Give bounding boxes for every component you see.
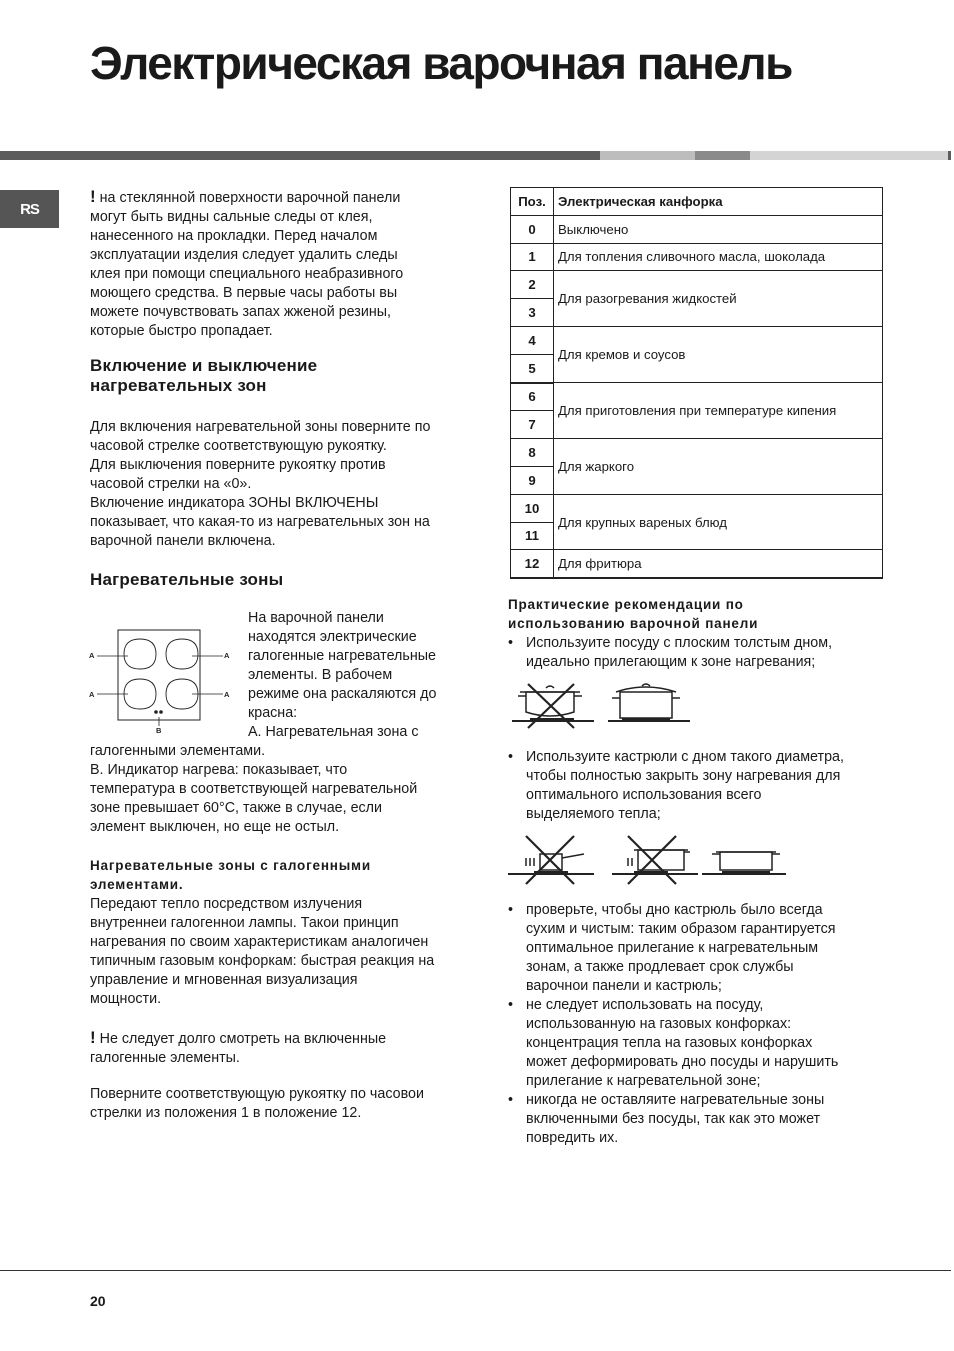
table-row: 8 Для жаркого: [511, 439, 883, 467]
table-row: 3: [511, 299, 883, 327]
intro-line: которые быстро пропадает.: [90, 323, 273, 339]
table-row: 11: [511, 522, 883, 550]
intro-line: эксплуатации изделия следует удалить следы: [90, 247, 398, 263]
table-row: 4 Для кремов и соусов: [511, 326, 883, 354]
warning-mark: !: [90, 1028, 96, 1047]
header-bar-mid: [695, 151, 750, 160]
intro-line: клея при помощи специального неабразивного: [90, 266, 404, 282]
table-row: 0 Выключено: [511, 215, 883, 243]
tips-list-3: [508, 901, 880, 1148]
pan-flat-bottom-illustration: [508, 678, 698, 734]
intro-paragraph: [90, 187, 470, 341]
language-tab: RS: [0, 190, 59, 228]
zones-after-text: галогенными элементами. B. Индикатор нагрева: показывает, что температура в соответствующей нагревательной зоне превышает 60°C, также в случае, если элемент выключен, но еще не остыл.: [90, 743, 418, 835]
heading-switch: Включение и выключение нагревательных зон: [90, 356, 318, 395]
list-item: • никогда не оставляите нагревательные зоны включенными без посуды, так как это может повредить их.: [508, 1091, 880, 1148]
intro-line: моющего средства. В первые часы работы вы: [90, 285, 398, 301]
page-title: Электрическая варочная панель: [90, 37, 792, 89]
zones-side-text: На варочной панели находятся электрические галогенные нагревательные элементы. В рабочем режиме она раскаляются до красна: A. Нагревательная зона с: [248, 610, 437, 740]
header-pos: Поз.: [511, 188, 554, 216]
power-settings-table: [510, 187, 883, 579]
warning-paragraph: ! Не следует долго смотреть на включенные галогенные элементы.: [90, 1028, 387, 1066]
intro-line: можете почувствовать запах жженой резины,: [90, 304, 391, 320]
heating-zone-top-left: [124, 639, 156, 669]
table-row: 5: [511, 354, 883, 382]
list-item: • проверьте, чтобы дно кастрюль было всегда сухим и чистым: таким образом гарантируется оптимальное прилегание к нагревательным зонам, а также продлевает срок службы варочнои панели и кастрюль;: [508, 901, 880, 996]
intro-line: могут быть видны сальные следы от клея,: [90, 209, 373, 225]
footer-divider: [0, 1270, 951, 1271]
table-row: 12 Для фритюра: [511, 550, 883, 578]
cooktop-diagram: [86, 626, 234, 736]
pan-size-illustration: [508, 830, 788, 888]
label-a: A: [224, 651, 230, 660]
heading-zones: Нагревательные зоны: [90, 570, 284, 589]
tips-list-1: [508, 634, 880, 672]
intro-line: нанесенного на прокладки. Перед началом: [90, 228, 378, 244]
label-a: A: [224, 690, 230, 699]
table-header-row: [511, 188, 883, 216]
intro-line: ! на стеклянной поверхности варочной панели: [90, 187, 401, 206]
tips-list-2: [508, 748, 880, 824]
label-a: A: [89, 690, 95, 699]
header-bar-dark: [0, 151, 600, 160]
header-bar-light: [600, 151, 695, 160]
halogen-paragraph: Передают тепло посредством излучения внутреннеи галогеннои лампы. Такои принцип нагревания по своим характеристикам аналогичен типичным газовым конфоркам: быстрая реакция на управление и мгновенная визуализация мощности.: [90, 896, 435, 1007]
heading-tips: Практические рекомендации по использованию варочной панели: [508, 597, 759, 631]
list-item: • Используите кастрюли с дном такого диаметра, чтобы полностью закрыть зону нагревания для оптимального использования всего выделяемого тепла;: [508, 748, 880, 824]
heating-zone-bottom-left: [124, 679, 156, 709]
table-row: 10 Для крупных вареных блюд: [511, 494, 883, 522]
table-row: 7: [511, 411, 883, 439]
list-item: • Используите посуду с плоским толстым дном, идеально прилегающим к зоне нагревания;: [508, 634, 880, 672]
table-row: 6 Для приготовления при температуре кипения: [511, 383, 883, 411]
list-item: • не следует использовать на посуду, использованную на газовых конфорках: концентрация тепла на газовых конфорках может деформировать дно посуды и нарушить прилегание к нагревательной зоне;: [508, 996, 880, 1091]
page-number: 20: [90, 1293, 106, 1309]
label-b: B: [156, 726, 162, 735]
switch-paragraph: Для включения нагревательной зоны поверните по часовой стрелке соответствующую рукоятку. Для выключения поверните рукоятку против часовой стрелки на «0». Включение индикатора ЗОНЫ ВКЛЮЧЕНЫ показывает, что какая-то из нагревательных зон на варочной панели включена.: [90, 419, 431, 549]
turn-paragraph: Поверните соответствующую рукоятку по часовои стрелки из положения 1 в положение 12.: [90, 1086, 424, 1121]
table-row: 9: [511, 466, 883, 494]
table-row: 1 Для топления сливочного масла, шоколада: [511, 243, 883, 271]
heating-zone-top-right: [166, 639, 198, 669]
warning-mark: !: [90, 187, 96, 206]
label-a: A: [89, 651, 95, 660]
heading-halogen: Нагревательные зоны с галогенными элементами.: [90, 858, 371, 892]
header-desc: Электрическая канфорка: [554, 188, 883, 216]
table-row: 2 Для разогревания жидкостей: [511, 271, 883, 299]
header-bar-end: [948, 151, 951, 160]
header-bar-pale: [750, 151, 948, 160]
